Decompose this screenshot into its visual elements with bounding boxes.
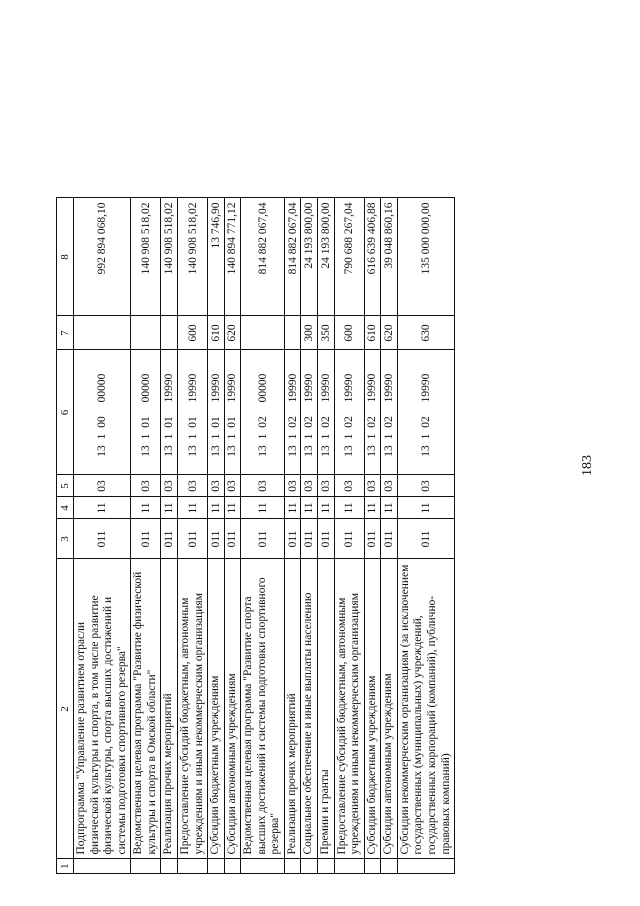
target-article-code: [74, 350, 131, 475]
target-article-segment: 1: [139, 433, 152, 440]
subsection-code: 03: [364, 475, 381, 497]
target-article-code: [241, 350, 285, 475]
admin-code: 011: [284, 519, 301, 559]
target-article-segment: 00000: [139, 373, 152, 403]
target-article-segment: 13: [256, 445, 269, 457]
section-code: 11: [334, 497, 364, 519]
target-article-segment: 19990: [209, 373, 222, 403]
target-article-segment: 13: [303, 445, 316, 457]
admin-code: 011: [334, 519, 364, 559]
section-code: 11: [381, 497, 398, 519]
row-name: Субсидии бюджетным учреждениям: [364, 559, 381, 859]
target-article-code: [131, 350, 161, 475]
target-article-segment: 19990: [419, 373, 432, 403]
target-article-segment: 1: [209, 433, 222, 440]
admin-code: 011: [131, 519, 161, 559]
section-code: 11: [177, 497, 207, 519]
column-number-3: 3: [57, 519, 74, 559]
target-article-segment: 19990: [303, 373, 316, 403]
blank-cell: [241, 859, 285, 874]
amount: 140 908 518,02: [177, 198, 207, 316]
target-article-segment: 19990: [319, 373, 332, 403]
target-article-segment: 01: [186, 416, 199, 428]
expense-type-code: [131, 316, 161, 350]
admin-code: 011: [318, 519, 335, 559]
column-number-8: 8: [57, 198, 74, 316]
subsection-code: 03: [284, 475, 301, 497]
amount: 814 882 067,04: [284, 198, 301, 316]
target-article-code: [301, 350, 318, 475]
blank-cell: [224, 859, 241, 874]
target-article-code: [284, 350, 301, 475]
expense-type-code: [161, 316, 178, 350]
subsection-code: 03: [208, 475, 225, 497]
table-row: [334, 198, 364, 874]
target-article-segment: 02: [286, 416, 299, 428]
admin-code: 011: [208, 519, 225, 559]
target-article-segment: 13: [319, 445, 332, 457]
target-article-segment: 02: [319, 416, 332, 428]
section-code: 11: [241, 497, 285, 519]
column-number-1: 1: [57, 859, 74, 874]
blank-cell: [334, 859, 364, 874]
section-code: 11: [131, 497, 161, 519]
target-article-segment: 13: [163, 445, 176, 457]
target-article-segment: 02: [256, 416, 269, 428]
target-article-segment: 19990: [383, 373, 396, 403]
expense-type-code: 610: [364, 316, 381, 350]
admin-code: 011: [74, 519, 131, 559]
target-article-segment: 1: [163, 433, 176, 440]
table-row: [397, 198, 454, 874]
expense-type-code: 350: [318, 316, 335, 350]
target-article-segment: 19990: [366, 373, 379, 403]
target-article-code: [224, 350, 241, 475]
row-name: Предоставление субсидий бюджетным, автономным учреждениям и иным некоммерческим организациям: [334, 559, 364, 859]
admin-code: 011: [397, 519, 454, 559]
blank-cell: [161, 859, 178, 874]
target-article-segment: 13: [226, 445, 239, 457]
admin-code: 011: [161, 519, 178, 559]
admin-code: 011: [381, 519, 398, 559]
section-code: 11: [364, 497, 381, 519]
target-article-segment: 13: [96, 445, 109, 457]
amount: 790 688 267,04: [334, 198, 364, 316]
target-article-code: [381, 350, 398, 475]
amount: 140 908 518,02: [161, 198, 178, 316]
target-article-segment: 1: [366, 433, 379, 440]
row-name: Субсидии автономным учреждениям: [224, 559, 241, 859]
target-article-code: [208, 350, 225, 475]
table-row: [161, 198, 178, 874]
target-article-segment: 02: [383, 416, 396, 428]
table-row: [131, 198, 161, 874]
row-name: Премии и гранты: [318, 559, 335, 859]
expense-type-code: 600: [334, 316, 364, 350]
subsection-code: 03: [397, 475, 454, 497]
section-code: 11: [224, 497, 241, 519]
target-article-segment: 1: [226, 433, 239, 440]
target-article-segment: 13: [419, 445, 432, 457]
target-article-segment: 01: [139, 416, 152, 428]
section-code: 11: [301, 497, 318, 519]
expense-type-code: [74, 316, 131, 350]
target-article-segment: 01: [226, 416, 239, 428]
amount: 135 000 000,00: [397, 198, 454, 316]
row-name: Ведомственная целевая программа "Развитие спорта высших достижений и системы подготовки спортивного резерва": [241, 559, 285, 859]
row-name: Субсидии автономным учреждениям: [381, 559, 398, 859]
table-row: [301, 198, 318, 874]
subsection-code: 03: [224, 475, 241, 497]
target-article-segment: 13: [286, 445, 299, 457]
target-article-segment: 00000: [256, 373, 269, 403]
subsection-code: 03: [131, 475, 161, 497]
blank-cell: [381, 859, 398, 874]
target-article-segment: 02: [419, 416, 432, 428]
row-name: Реализация прочих мероприятий: [161, 559, 178, 859]
blank-cell: [131, 859, 161, 874]
column-number-7: 7: [57, 316, 74, 350]
table-row: [74, 198, 131, 874]
table-row: [208, 198, 225, 874]
subsection-code: 03: [241, 475, 285, 497]
amount: 140 894 771,12: [224, 198, 241, 316]
target-article-code: [318, 350, 335, 475]
admin-code: 011: [224, 519, 241, 559]
table-row: [224, 198, 241, 874]
target-article-segment: 01: [163, 416, 176, 428]
amount: 992 894 068,10: [74, 198, 131, 316]
expense-type-code: [241, 316, 285, 350]
target-article-code: [397, 350, 454, 475]
target-article-segment: 00000: [96, 373, 109, 403]
column-number-5: 5: [57, 475, 74, 497]
expense-type-code: 620: [224, 316, 241, 350]
expense-type-code: 620: [381, 316, 398, 350]
target-article-segment: 13: [139, 445, 152, 457]
expense-type-code: [284, 316, 301, 350]
subsection-code: 03: [161, 475, 178, 497]
table-row: [241, 198, 285, 874]
blank-cell: [74, 859, 131, 874]
section-code: 11: [397, 497, 454, 519]
section-code: 11: [208, 497, 225, 519]
target-article-segment: 1: [186, 433, 199, 440]
target-article-segment: 19990: [286, 373, 299, 403]
column-number-4: 4: [57, 497, 74, 519]
column-number-2: 2: [57, 559, 74, 859]
target-article-code: [161, 350, 178, 475]
subsection-code: 03: [301, 475, 318, 497]
target-article-segment: 1: [343, 433, 356, 440]
amount: 140 908 518,02: [131, 198, 161, 316]
table-row: [381, 198, 398, 874]
admin-code: 011: [364, 519, 381, 559]
target-article-segment: 13: [186, 445, 199, 457]
section-code: 11: [284, 497, 301, 519]
target-article-segment: 19990: [163, 373, 176, 403]
subsection-code: 03: [177, 475, 207, 497]
amount: 616 639 406,88: [364, 198, 381, 316]
table-row: [318, 198, 335, 874]
row-name: Ведомственная целевая программа "Развитие физической культуры и спорта в Омской области": [131, 559, 161, 859]
amount: 24 193 800,00: [318, 198, 335, 316]
target-article-code: [177, 350, 207, 475]
blank-cell: [177, 859, 207, 874]
amount: 39 048 860,16: [381, 198, 398, 316]
target-article-segment: 1: [256, 433, 269, 440]
amount: 24 193 800,00: [301, 198, 318, 316]
target-article-segment: 1: [286, 433, 299, 440]
target-article-segment: 13: [366, 445, 379, 457]
target-article-code: [364, 350, 381, 475]
expense-type-code: 630: [397, 316, 454, 350]
blank-cell: [208, 859, 225, 874]
expense-type-code: 300: [301, 316, 318, 350]
row-name: Социальное обеспечение и иные выплаты населению: [301, 559, 318, 859]
target-article-segment: 13: [343, 445, 356, 457]
row-name: Подпрограмма "Управление развитием отрасли физической культуры и спорта, в том числе развитие физической культуры, спорта высших достижений и системы подготовки спортивного резерва": [74, 559, 131, 859]
row-name: Реализация прочих мероприятий: [284, 559, 301, 859]
target-article-segment: 1: [319, 433, 332, 440]
target-article-segment: 1: [419, 433, 432, 440]
target-article-segment: 19990: [186, 373, 199, 403]
subsection-code: 03: [318, 475, 335, 497]
target-article-segment: 19990: [226, 373, 239, 403]
target-article-segment: 19990: [343, 373, 356, 403]
table-row: [364, 198, 381, 874]
target-article-segment: 02: [366, 416, 379, 428]
expense-type-code: 600: [177, 316, 207, 350]
budget-table: [56, 198, 455, 875]
target-article-segment: 13: [209, 445, 222, 457]
target-article-segment: 1: [303, 433, 316, 440]
blank-cell: [318, 859, 335, 874]
section-code: 11: [318, 497, 335, 519]
admin-code: 011: [177, 519, 207, 559]
amount: 13 746,90: [208, 198, 225, 316]
row-name: Субсидии бюджетным учреждениям: [208, 559, 225, 859]
section-code: 11: [161, 497, 178, 519]
column-number-6: 6: [57, 350, 74, 475]
target-article-segment: 00: [96, 416, 109, 428]
subsection-code: 03: [381, 475, 398, 497]
blank-cell: [364, 859, 381, 874]
target-article-segment: 02: [303, 416, 316, 428]
subsection-code: 03: [74, 475, 131, 497]
target-article-code: [334, 350, 364, 475]
table-row: [284, 198, 301, 874]
blank-cell: [284, 859, 301, 874]
subsection-code: 03: [334, 475, 364, 497]
admin-code: 011: [241, 519, 285, 559]
target-article-segment: 1: [96, 433, 109, 440]
target-article-segment: 02: [343, 416, 356, 428]
row-name: Предоставление субсидий бюджетным, автономным учреждениям и иным некоммерческим организациям: [177, 559, 207, 859]
header-row: [57, 198, 74, 874]
blank-cell: [301, 859, 318, 874]
amount: 814 882 067,04: [241, 198, 285, 316]
target-article-segment: 01: [209, 416, 222, 428]
section-code: 11: [74, 497, 131, 519]
table-row: [177, 198, 207, 874]
target-article-segment: 1: [383, 433, 396, 440]
admin-code: 011: [301, 519, 318, 559]
target-article-segment: 13: [383, 445, 396, 457]
blank-cell: [397, 859, 454, 874]
row-name: Субсидии некоммерческим организациям (за исключением государственных (муниципальных) учреждений, государственных корпораций (компаний), публично-правовых компаний): [397, 559, 454, 859]
expense-type-code: 610: [208, 316, 225, 350]
page-number: 183: [580, 455, 595, 476]
